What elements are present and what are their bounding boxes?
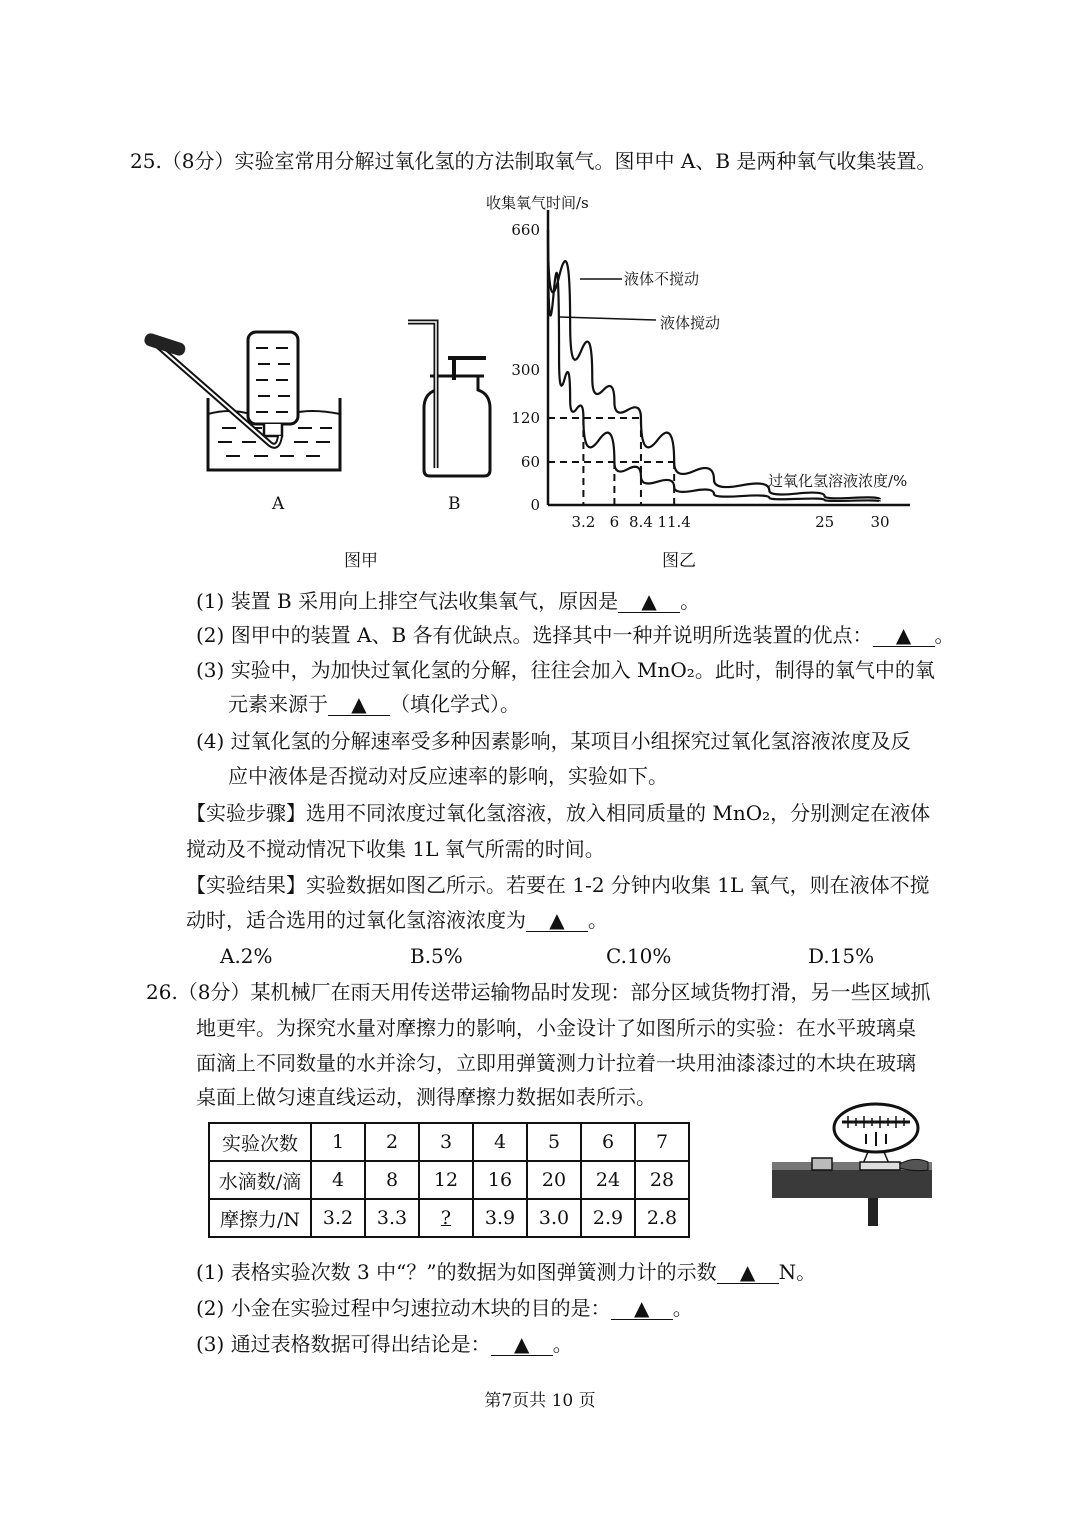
y-tick-label: 120 xyxy=(511,409,540,427)
table-cell: 20 xyxy=(527,1161,581,1199)
table-row xyxy=(209,1199,689,1237)
table-cell: 5 xyxy=(527,1123,581,1161)
y-tick-label: 660 xyxy=(511,221,540,239)
series-line-unstirred xyxy=(548,230,880,499)
q25-steps-line2: 搅动及不搅动情况下收集 1L 氧气所需的时间。 xyxy=(186,837,605,861)
q25-result-line1: 【实验结果】实验数据如图乙所示。若要在 1-2 分钟内收集 1L 氧气，则在液体不搅 xyxy=(186,873,930,897)
x-tick-label: 25 xyxy=(815,513,835,531)
table-cell: 3.9 xyxy=(473,1199,527,1237)
table-cell: 24 xyxy=(581,1161,635,1199)
option-c[interactable]: C.10% xyxy=(606,944,672,968)
answer-blank[interactable]: ▲ xyxy=(328,693,390,716)
answer-blank[interactable]: ▲ xyxy=(873,624,935,647)
table-cell: 3.2 xyxy=(311,1199,365,1237)
x-tick-label: 3.2 xyxy=(571,513,596,531)
option-d[interactable]: D.15% xyxy=(808,944,875,968)
series-line-stirred xyxy=(548,230,880,501)
row-header: 实验次数 xyxy=(209,1123,311,1161)
table-cell: 6 xyxy=(581,1123,635,1161)
table-cell: 7 xyxy=(635,1123,689,1161)
q25-result-line2: 动时，适合选用的过氧化氢溶液浓度为 ▲ 。 xyxy=(186,908,608,932)
table-cell: 28 xyxy=(635,1161,689,1199)
page-footer: 第7页共 10 页 xyxy=(484,1391,596,1411)
q25-sub1: (1) 装置 B 采用向上排空气法收集氧气，原因是 ▲ 。 xyxy=(196,589,701,613)
table-cell: 16 xyxy=(473,1161,527,1199)
option-a[interactable]: A.2% xyxy=(220,944,273,968)
table-cell: 4 xyxy=(311,1161,365,1199)
row-header: 水滴数/滴 xyxy=(209,1161,311,1199)
x-tick-label: 30 xyxy=(870,513,890,531)
table-row xyxy=(209,1161,689,1199)
table-cell: 8 xyxy=(365,1161,419,1199)
x-tick-label: 8.4 xyxy=(629,513,653,531)
figure-jia xyxy=(130,310,500,580)
unknown-cell: ? xyxy=(419,1199,473,1237)
q26-sub1: (1) 表格实验次数 3 中“？”的数据为如图弹簧测力计的示数 ▲ N。 xyxy=(196,1260,817,1284)
spring-scale-photo xyxy=(768,1100,944,1232)
q26-line3: 面滴上不同数量的水并涂匀，立即用弹簧测力计拉着一块用油漆漆过的木块在玻璃 xyxy=(196,1051,916,1075)
answer-blank[interactable]: ▲ xyxy=(618,590,680,613)
figure-yi-caption: 图乙 xyxy=(662,551,696,571)
table-cell: 12 xyxy=(419,1161,473,1199)
y-axis-label: 收集氧气时间/s xyxy=(486,194,589,212)
q26-sub2: (2) 小金在实验过程中匀速拉动木块的目的是： ▲ 。 xyxy=(196,1296,693,1320)
series-label-unstirred: 液体不搅动 xyxy=(624,270,700,288)
y-tick-label: 0 xyxy=(530,496,540,514)
table-cell: 2.9 xyxy=(581,1199,635,1237)
q25-sub3-line2: 元素来源于 ▲ （填化学式）。 xyxy=(228,692,520,716)
table-cell: 2.8 xyxy=(635,1199,689,1237)
answer-blank[interactable]: ▲ xyxy=(491,1333,553,1356)
table-cell: 2 xyxy=(365,1123,419,1161)
apparatus-a xyxy=(143,332,340,470)
x-tick-label: 11.4 xyxy=(657,513,691,531)
table-cell: 3 xyxy=(419,1123,473,1161)
q25-stem: 25.（8分）实验室常用分解过氧化氢的方法制取氧气。图甲中 A、B 是两种氧气收集装置。 xyxy=(130,149,937,173)
label-b: B xyxy=(448,494,461,514)
table-cell: 3.0 xyxy=(527,1199,581,1237)
q25-sub3-line1: (3) 实验中，为加快过氧化氢的分解，往往会加入 MnO₂。此时，制得的氧气中的氧 xyxy=(196,658,935,682)
answer-blank[interactable]: ▲ xyxy=(526,909,588,932)
x-tick-label: 6 xyxy=(609,513,620,531)
q25-sub2: (2) 图甲中的装置 A、B 各有优缺点。选择其中一种并说明所选装置的优点： ▲ 。 xyxy=(196,623,955,647)
q25-steps-line1: 【实验步骤】选用不同浓度过氧化氢溶液，放入相同质量的 MnO₂，分别测定在液体 xyxy=(186,801,931,825)
y-tick-label: 300 xyxy=(511,361,540,379)
figure-jia-caption: 图甲 xyxy=(344,551,378,571)
q26-line2: 地更牢。为探究水量对摩擦力的影响，小金设计了如图所示的实验：在水平玻璃桌 xyxy=(196,1016,916,1040)
legend-leader-stirred xyxy=(560,317,656,320)
table-cell: 3.3 xyxy=(365,1199,419,1237)
table-cell: 1 xyxy=(311,1123,365,1161)
row-header: 摩擦力/N xyxy=(209,1199,311,1237)
table-cell: 4 xyxy=(473,1123,527,1161)
q26-line1: 26.（8分）某机械厂在雨天用传送带运输物品时发现：部分区域货物打滑，另一些区域抓 xyxy=(146,980,931,1004)
friction-table xyxy=(208,1122,690,1238)
q25-sub4-line1: (4) 过氧化氢的分解速率受多种因素影响，某项目小组探究过氧化氢溶液浓度及反 xyxy=(196,729,911,753)
y-tick-label: 60 xyxy=(520,453,540,471)
x-axis-label: 过氧化氢溶液浓度/% xyxy=(768,472,908,490)
series-label-stirred: 液体搅动 xyxy=(660,314,721,332)
answer-blank[interactable]: ▲ xyxy=(611,1297,673,1320)
option-b[interactable]: B.5% xyxy=(410,944,463,968)
q25-sub4-line2: 应中液体是否搅动对反应速率的影响，实验如下。 xyxy=(228,764,668,788)
label-a: A xyxy=(272,494,285,514)
answer-blank[interactable]: ▲ xyxy=(717,1261,779,1284)
q26-line4: 桌面上做匀速直线运动，测得摩擦力数据如表所示。 xyxy=(196,1085,656,1109)
figure-yi-chart xyxy=(470,190,950,540)
q26-sub3: (3) 通过表格数据可得出结论是： ▲ 。 xyxy=(196,1332,573,1356)
table-row xyxy=(209,1123,689,1161)
